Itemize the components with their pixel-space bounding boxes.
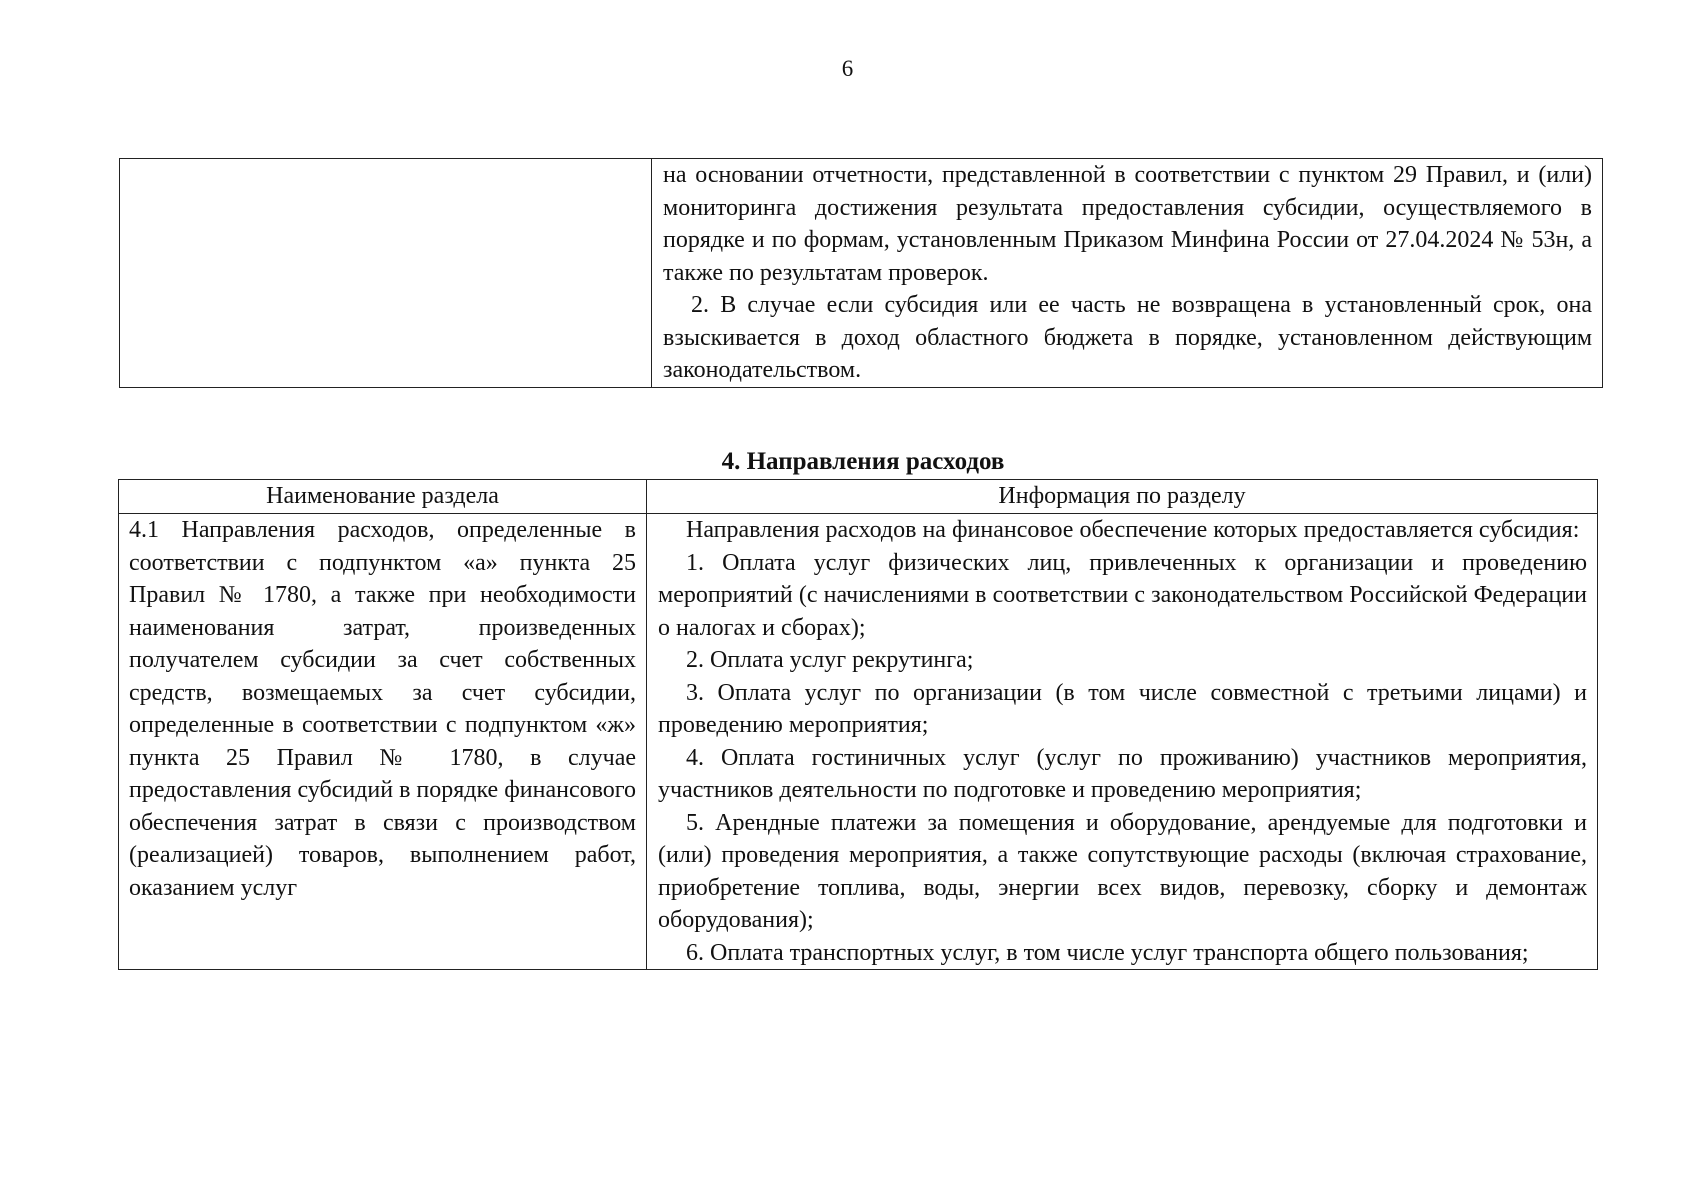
column-header-section-info: Информация по разделу xyxy=(647,480,1598,514)
section-name-text: 4.1 Направления расходов, определенные в соответствии с подпунктом «а» пункта 25 Правил № 1780, а также при необходимости наименования затрат, произведенных получателем субсидии за счет собственных средств, возмещаемых за счет субсидии, определенные в соответствии с подпунктом «ж» пункта 25 Правил № 1780, в случае предоставления субсидий в порядке финансового обеспечения затрат в связи с производством (реализацией) товаров, выполнением работ, оказанием услуг xyxy=(129,517,637,901)
directions-table xyxy=(118,479,1598,970)
continuation-text-cell xyxy=(652,159,1603,388)
info-item-2: 2. Оплата услуг рекрутинга; xyxy=(686,647,974,673)
column-header-section-name: Наименование раздела xyxy=(119,480,647,514)
info-item-6: 6. Оплата транспортных услуг, в том числе услуг транспорта общего пользования; xyxy=(686,939,1529,966)
section-title: 4. Направления расходов xyxy=(721,448,1005,475)
page-number: 6 xyxy=(841,56,854,81)
refund-paragraph: 2. В случае если субсидия или ее часть не возвращена в установленный срок, она взыскивается в доход областного бюджета в порядке, установленном действующим законодательством. xyxy=(663,292,1592,383)
info-item-4: 4. Оплата гостиничных услуг (услуг по проживанию) участников мероприятия, участников деятельности по подготовке и проведению мероприятия; xyxy=(658,744,1587,803)
continuation-table xyxy=(119,158,1603,388)
info-item-3: 3. Оплата услуг по организации (в том числе совместной с третьими лицами) и проведению мероприятия; xyxy=(658,679,1587,738)
info-item-5: 5. Арендные платежи за помещения и оборудование, арендуемые для подготовки и (или) проведения мероприятия, а также сопутствующие расходы (включая страхование, приобретение топлива, воды, энергии всех видов, перевозку, сборку и демонтаж оборудования); xyxy=(658,809,1587,933)
continuation-paragraph: на основании отчетности, представленной в соответствии с пунктом 29 Правил, и (или) мониторинга достижения результата предоставления субсидии, осуществляемого в порядке и по формам, установленным Приказом Минфина России от 27.04.2024 № 53н, а также по результатам проверок. xyxy=(663,162,1592,286)
empty-left-cell xyxy=(120,159,652,388)
section-info-cell xyxy=(647,514,1598,970)
table-row xyxy=(119,514,1598,970)
table-header-row xyxy=(119,480,1598,514)
section-name-cell xyxy=(119,514,647,970)
info-paragraph-intro: Направления расходов на финансовое обеспечение которых предоставляется субсидия: xyxy=(686,517,1580,543)
info-item-1: 1. Оплата услуг физических лиц, привлеченных к организации и проведению мероприятий (с начислениями в соответствии с законодательством Российской Федерации о налогах и сборах); xyxy=(658,549,1587,641)
